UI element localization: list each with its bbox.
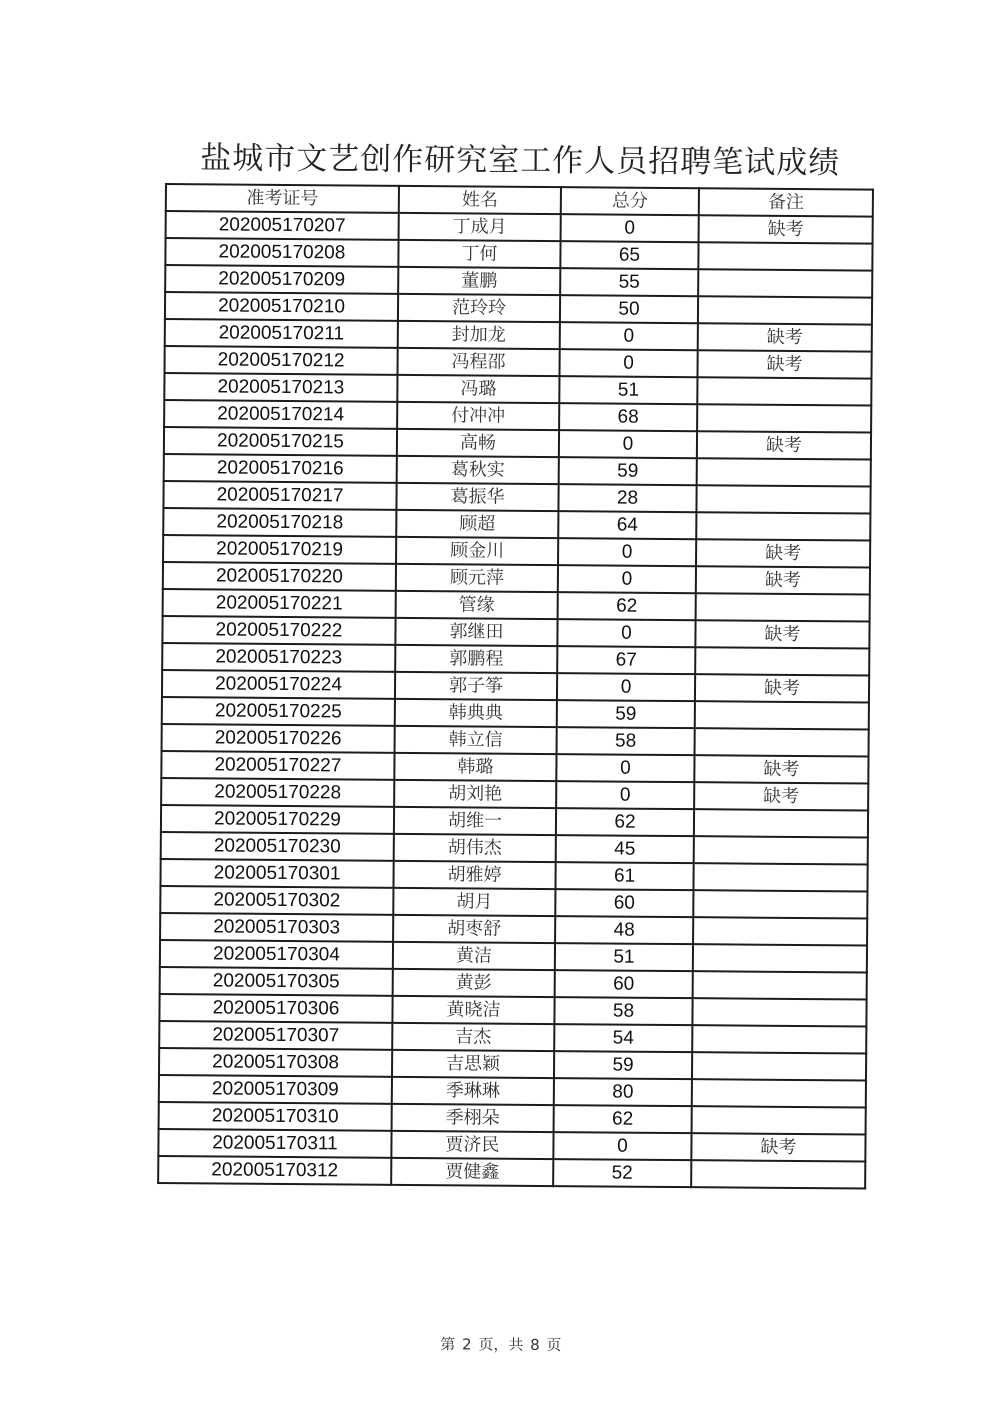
cell-exam-id: 202005170217 — [163, 481, 396, 510]
cell-exam-id: 202005170312 — [158, 1156, 391, 1185]
cell-name: 郭鹏程 — [395, 645, 557, 673]
cell-remark — [691, 1160, 865, 1188]
cell-exam-id: 202005170229 — [161, 805, 394, 834]
cell-remark — [695, 647, 869, 675]
document-title: 盐城市文艺创作研究室工作人员招聘笔试成绩 — [200, 140, 841, 182]
cell-exam-id: 202005170224 — [162, 670, 395, 699]
cell-exam-id: 202005170210 — [165, 292, 398, 321]
cell-total-score: 61 — [555, 862, 693, 890]
cell-remark: 缺考 — [694, 782, 868, 810]
cell-total-score: 51 — [559, 376, 697, 404]
cell-name: 吉思颖 — [392, 1050, 554, 1078]
cell-total-score: 28 — [558, 484, 696, 512]
cell-exam-id: 202005170222 — [162, 616, 395, 645]
cell-exam-id: 202005170228 — [161, 778, 394, 807]
cell-remark — [692, 998, 866, 1026]
cell-remark: 缺考 — [698, 323, 872, 351]
cell-remark — [693, 971, 867, 999]
cell-exam-id: 202005170211 — [165, 319, 398, 348]
cell-total-score: 62 — [554, 1105, 692, 1133]
cell-total-score: 80 — [554, 1078, 692, 1106]
cell-exam-id: 202005170310 — [159, 1102, 392, 1131]
cell-remark — [692, 1106, 866, 1134]
cell-total-score: 58 — [554, 997, 692, 1025]
cell-exam-id: 202005170309 — [159, 1075, 392, 1104]
header-total-score: 总分 — [561, 187, 699, 215]
cell-remark — [695, 701, 869, 729]
cell-name: 丁何 — [398, 240, 560, 268]
cell-remark: 缺考 — [697, 350, 871, 378]
cell-remark: 缺考 — [694, 755, 868, 783]
cell-name: 管缘 — [396, 591, 558, 619]
cell-name: 葛秋实 — [397, 456, 559, 484]
cell-name: 胡伟杰 — [394, 834, 556, 862]
cell-name: 范玲玲 — [398, 294, 560, 322]
cell-exam-id: 202005170220 — [163, 562, 396, 591]
cell-name: 葛振华 — [396, 483, 558, 511]
cell-remark: 缺考 — [695, 674, 869, 702]
cell-total-score: 62 — [558, 592, 696, 620]
cell-total-score: 55 — [560, 268, 698, 296]
cell-total-score: 59 — [557, 700, 695, 728]
cell-exam-id: 202005170214 — [164, 400, 397, 429]
cell-exam-id: 202005170301 — [160, 859, 393, 888]
cell-remark: 缺考 — [696, 566, 870, 594]
cell-total-score: 0 — [558, 565, 696, 593]
header-remark: 备注 — [699, 188, 873, 216]
cell-exam-id: 202005170303 — [160, 913, 393, 942]
cell-remark — [693, 944, 867, 972]
cell-total-score: 60 — [555, 889, 693, 917]
cell-remark — [695, 728, 869, 756]
cell-total-score: 58 — [557, 727, 695, 755]
cell-total-score: 0 — [560, 322, 698, 350]
cell-exam-id: 202005170216 — [164, 454, 397, 483]
cell-remark — [697, 458, 871, 486]
table-body — [158, 211, 873, 1189]
cell-remark — [692, 1052, 866, 1080]
cell-exam-id: 202005170219 — [163, 535, 396, 564]
header-exam-id: 准考证号 — [166, 184, 399, 213]
cell-remark: 缺考 — [695, 620, 869, 648]
cell-name: 胡枣舒 — [393, 915, 555, 943]
cell-exam-id: 202005170226 — [162, 724, 395, 753]
cell-total-score: 0 — [557, 619, 695, 647]
table-row — [158, 1156, 865, 1189]
cell-remark: 缺考 — [691, 1133, 865, 1161]
cell-name: 丁成月 — [399, 213, 561, 241]
cell-name: 胡刘艳 — [394, 780, 556, 808]
cell-total-score: 0 — [556, 754, 694, 782]
cell-name: 冯程邵 — [398, 348, 560, 376]
cell-remark: 缺考 — [699, 215, 873, 243]
cell-name: 韩立信 — [395, 726, 557, 754]
cell-total-score: 0 — [556, 781, 694, 809]
cell-exam-id: 202005170212 — [165, 346, 398, 375]
cell-exam-id: 202005170209 — [165, 265, 398, 294]
cell-remark — [698, 296, 872, 324]
cell-exam-id: 202005170308 — [159, 1048, 392, 1077]
cell-name: 吉杰 — [392, 1023, 554, 1051]
cell-exam-id: 202005170207 — [166, 211, 399, 240]
cell-remark — [694, 809, 868, 837]
cell-total-score: 64 — [558, 511, 696, 539]
cell-remark — [694, 836, 868, 864]
cell-total-score: 0 — [553, 1132, 691, 1160]
cell-remark — [696, 593, 870, 621]
cell-name: 顾超 — [396, 510, 558, 538]
cell-remark — [697, 377, 871, 405]
cell-total-score: 0 — [561, 214, 699, 242]
cell-total-score: 0 — [559, 430, 697, 458]
cell-exam-id: 202005170311 — [158, 1129, 391, 1158]
cell-exam-id: 202005170225 — [162, 697, 395, 726]
cell-name: 黄晓洁 — [392, 996, 554, 1024]
cell-name: 贾济民 — [391, 1131, 553, 1159]
cell-total-score: 65 — [560, 241, 698, 269]
cell-name: 付冲冲 — [397, 402, 559, 430]
cell-name: 冯璐 — [397, 375, 559, 403]
cell-name: 季琳琳 — [392, 1077, 554, 1105]
cell-name: 胡雅婷 — [393, 861, 555, 889]
cell-remark — [696, 512, 870, 540]
cell-name: 顾元萍 — [396, 564, 558, 592]
cell-total-score: 68 — [559, 403, 697, 431]
cell-total-score: 52 — [553, 1159, 691, 1187]
cell-remark — [692, 1079, 866, 1107]
cell-name: 韩璐 — [394, 753, 556, 781]
cell-total-score: 60 — [555, 970, 693, 998]
cell-name: 黄洁 — [393, 942, 555, 970]
cell-exam-id: 202005170221 — [163, 589, 396, 618]
cell-remark — [698, 269, 872, 297]
cell-name: 顾金川 — [396, 537, 558, 565]
cell-remark — [697, 404, 871, 432]
cell-total-score: 0 — [558, 538, 696, 566]
cell-name: 郭继田 — [395, 618, 557, 646]
cell-total-score: 67 — [557, 646, 695, 674]
cell-remark — [693, 863, 867, 891]
cell-name: 高畅 — [397, 429, 559, 457]
cell-exam-id: 202005170230 — [161, 832, 394, 861]
cell-exam-id: 202005170305 — [160, 967, 393, 996]
cell-name: 胡月 — [393, 888, 555, 916]
cell-total-score: 0 — [559, 349, 697, 377]
page-number-footer: 第 2 页，共 8 页 — [440, 1335, 562, 1355]
cell-exam-id: 202005170307 — [159, 1021, 392, 1050]
cell-total-score: 45 — [556, 835, 694, 863]
cell-name: 黄彭 — [393, 969, 555, 997]
cell-name: 郭子筝 — [395, 672, 557, 700]
header-name: 姓名 — [399, 186, 561, 214]
cell-total-score: 54 — [554, 1024, 692, 1052]
cell-name: 胡维一 — [394, 807, 556, 835]
cell-total-score: 48 — [555, 916, 693, 944]
score-table — [157, 183, 874, 1190]
cell-total-score: 51 — [555, 943, 693, 971]
cell-exam-id: 202005170304 — [160, 940, 393, 969]
cell-name: 封加龙 — [398, 321, 560, 349]
cell-exam-id: 202005170227 — [161, 751, 394, 780]
cell-remark — [693, 890, 867, 918]
cell-total-score: 0 — [557, 673, 695, 701]
cell-name: 董鹏 — [398, 267, 560, 295]
cell-exam-id: 202005170213 — [164, 373, 397, 402]
cell-remark — [692, 1025, 866, 1053]
cell-remark: 缺考 — [697, 431, 871, 459]
cell-exam-id: 202005170208 — [165, 238, 398, 267]
cell-total-score: 59 — [554, 1051, 692, 1079]
cell-remark — [693, 917, 867, 945]
cell-remark: 缺考 — [696, 539, 870, 567]
cell-exam-id: 202005170215 — [164, 427, 397, 456]
cell-name: 季栩朵 — [392, 1104, 554, 1132]
cell-exam-id: 202005170218 — [163, 508, 396, 537]
cell-name: 贾健鑫 — [391, 1158, 553, 1186]
cell-total-score: 62 — [556, 808, 694, 836]
cell-remark — [698, 242, 872, 270]
cell-exam-id: 202005170223 — [162, 643, 395, 672]
cell-name: 韩典典 — [395, 699, 557, 727]
cell-exam-id: 202005170302 — [160, 886, 393, 915]
cell-total-score: 50 — [560, 295, 698, 323]
cell-total-score: 59 — [559, 457, 697, 485]
cell-exam-id: 202005170306 — [159, 994, 392, 1023]
cell-remark — [696, 485, 870, 513]
